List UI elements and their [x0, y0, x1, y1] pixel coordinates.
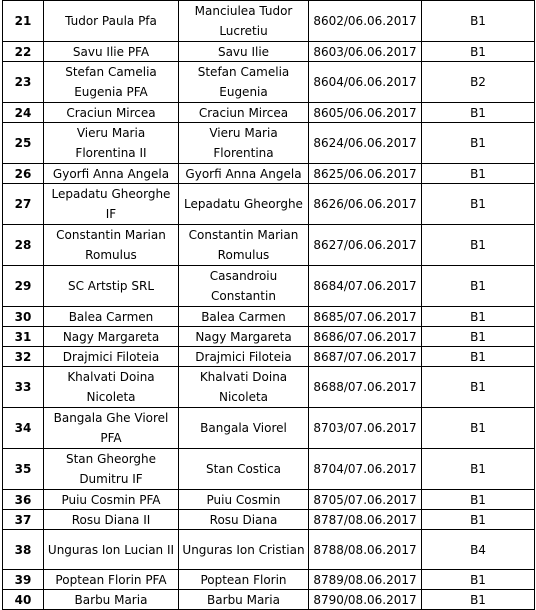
- table-row: [3, 123, 535, 164]
- row-number-cell: 25: [3, 123, 44, 164]
- category-cell: B1: [422, 510, 535, 530]
- registration-number-date-cell: 8604/06.06.2017: [309, 62, 422, 103]
- table-row: [3, 225, 535, 266]
- beneficiary-name-cell: Vieru Maria Florentina II: [44, 123, 179, 164]
- table-row: [3, 490, 535, 510]
- registration-number-date-cell: 8790/08.06.2017: [309, 590, 422, 610]
- category-cell: B1: [422, 123, 535, 164]
- representative-name-cell: Gyorfi Anna Angela: [179, 164, 309, 184]
- registration-number-date-cell: 8705/07.06.2017: [309, 490, 422, 510]
- category-cell: B1: [422, 367, 535, 408]
- row-number-cell: 36: [3, 490, 44, 510]
- representative-name-cell: Bangala Viorel: [179, 408, 309, 449]
- table-row: [3, 347, 535, 367]
- table-row: [3, 408, 535, 449]
- table-row: [3, 42, 535, 62]
- table-row: [3, 103, 535, 123]
- category-cell: B1: [422, 307, 535, 327]
- category-cell: B4: [422, 530, 535, 570]
- row-number-cell: 24: [3, 103, 44, 123]
- representative-name-cell: Stan Costica: [179, 449, 309, 490]
- row-number-cell: 22: [3, 42, 44, 62]
- beneficiary-name-cell: Drajmici Filoteia: [44, 347, 179, 367]
- representative-name-cell: Constantin Marian Romulus: [179, 225, 309, 266]
- registration-number-date-cell: 8625/06.06.2017: [309, 164, 422, 184]
- beneficiary-name-cell: Puiu Cosmin PFA: [44, 490, 179, 510]
- table-row: [3, 307, 535, 327]
- category-cell: B1: [422, 570, 535, 590]
- row-number-cell: 32: [3, 347, 44, 367]
- category-cell: B1: [422, 225, 535, 266]
- category-cell: B1: [422, 449, 535, 490]
- beneficiary-name-cell: Unguras Ion Lucian II: [44, 530, 179, 570]
- table-row: [3, 570, 535, 590]
- registration-number-date-cell: 8684/07.06.2017: [309, 266, 422, 307]
- registration-number-date-cell: 8602/06.06.2017: [309, 1, 422, 42]
- representative-name-cell: Drajmici Filoteia: [179, 347, 309, 367]
- representative-name-cell: Balea Carmen: [179, 307, 309, 327]
- registry-table-body: [3, 1, 535, 610]
- registration-number-date-cell: 8789/08.06.2017: [309, 570, 422, 590]
- beneficiary-name-cell: Khalvati Doina Nicoleta: [44, 367, 179, 408]
- category-cell: B1: [422, 347, 535, 367]
- beneficiary-name-cell: Gyorfi Anna Angela: [44, 164, 179, 184]
- category-cell: B1: [422, 408, 535, 449]
- table-row: [3, 1, 535, 42]
- row-number-cell: 21: [3, 1, 44, 42]
- category-cell: B1: [422, 42, 535, 62]
- category-cell: B1: [422, 1, 535, 42]
- category-cell: B1: [422, 184, 535, 225]
- table-row: [3, 62, 535, 103]
- table-row: [3, 530, 535, 570]
- registration-number-date-cell: 8624/06.06.2017: [309, 123, 422, 164]
- representative-name-cell: Rosu Diana: [179, 510, 309, 530]
- beneficiary-name-cell: Lepadatu Gheorghe IF: [44, 184, 179, 225]
- registration-number-date-cell: 8788/08.06.2017: [309, 530, 422, 570]
- beneficiary-name-cell: Stefan Camelia Eugenia PFA: [44, 62, 179, 103]
- registration-number-date-cell: 8685/07.06.2017: [309, 307, 422, 327]
- row-number-cell: 40: [3, 590, 44, 610]
- category-cell: B1: [422, 327, 535, 347]
- category-cell: B1: [422, 164, 535, 184]
- representative-name-cell: Manciulea Tudor Lucretiu: [179, 1, 309, 42]
- representative-name-cell: Khalvati Doina Nicoleta: [179, 367, 309, 408]
- table-row: [3, 266, 535, 307]
- row-number-cell: 35: [3, 449, 44, 490]
- row-number-cell: 29: [3, 266, 44, 307]
- row-number-cell: 23: [3, 62, 44, 103]
- beneficiary-name-cell: Tudor Paula Pfa: [44, 1, 179, 42]
- beneficiary-name-cell: Bangala Ghe Viorel PFA: [44, 408, 179, 449]
- row-number-cell: 31: [3, 327, 44, 347]
- representative-name-cell: Vieru Maria Florentina: [179, 123, 309, 164]
- beneficiary-name-cell: Balea Carmen: [44, 307, 179, 327]
- registration-number-date-cell: 8688/07.06.2017: [309, 367, 422, 408]
- registration-number-date-cell: 8605/06.06.2017: [309, 103, 422, 123]
- registration-number-date-cell: 8686/07.06.2017: [309, 327, 422, 347]
- representative-name-cell: Stefan Camelia Eugenia: [179, 62, 309, 103]
- beneficiary-name-cell: SC Artstip SRL: [44, 266, 179, 307]
- row-number-cell: 26: [3, 164, 44, 184]
- beneficiary-name-cell: Barbu Maria: [44, 590, 179, 610]
- row-number-cell: 30: [3, 307, 44, 327]
- row-number-cell: 34: [3, 408, 44, 449]
- registration-number-date-cell: 8603/06.06.2017: [309, 42, 422, 62]
- representative-name-cell: Unguras Ion Cristian: [179, 530, 309, 570]
- representative-name-cell: Casandroiu Constantin: [179, 266, 309, 307]
- registry-table: [2, 0, 535, 610]
- beneficiary-name-cell: Craciun Mircea: [44, 103, 179, 123]
- category-cell: B2: [422, 62, 535, 103]
- representative-name-cell: Savu Ilie: [179, 42, 309, 62]
- table-row: [3, 164, 535, 184]
- row-number-cell: 38: [3, 530, 44, 570]
- table-row: [3, 184, 535, 225]
- row-number-cell: 39: [3, 570, 44, 590]
- beneficiary-name-cell: Nagy Margareta: [44, 327, 179, 347]
- representative-name-cell: Puiu Cosmin: [179, 490, 309, 510]
- row-number-cell: 33: [3, 367, 44, 408]
- registration-number-date-cell: 8626/06.06.2017: [309, 184, 422, 225]
- representative-name-cell: Craciun Mircea: [179, 103, 309, 123]
- registration-number-date-cell: 8627/06.06.2017: [309, 225, 422, 266]
- registration-number-date-cell: 8704/07.06.2017: [309, 449, 422, 490]
- beneficiary-name-cell: Stan Gheorghe Dumitru IF: [44, 449, 179, 490]
- category-cell: B1: [422, 590, 535, 610]
- registration-number-date-cell: 8787/08.06.2017: [309, 510, 422, 530]
- beneficiary-name-cell: Constantin Marian Romulus: [44, 225, 179, 266]
- table-row: [3, 367, 535, 408]
- beneficiary-name-cell: Rosu Diana II: [44, 510, 179, 530]
- row-number-cell: 28: [3, 225, 44, 266]
- table-row: [3, 327, 535, 347]
- beneficiary-name-cell: Poptean Florin PFA: [44, 570, 179, 590]
- table-row: [3, 449, 535, 490]
- table-row: [3, 590, 535, 610]
- beneficiary-name-cell: Savu Ilie PFA: [44, 42, 179, 62]
- representative-name-cell: Nagy Margareta: [179, 327, 309, 347]
- category-cell: B1: [422, 103, 535, 123]
- representative-name-cell: Barbu Maria: [179, 590, 309, 610]
- registration-number-date-cell: 8703/07.06.2017: [309, 408, 422, 449]
- table-row: [3, 510, 535, 530]
- representative-name-cell: Poptean Florin: [179, 570, 309, 590]
- registration-number-date-cell: 8687/07.06.2017: [309, 347, 422, 367]
- row-number-cell: 37: [3, 510, 44, 530]
- row-number-cell: 27: [3, 184, 44, 225]
- category-cell: B1: [422, 266, 535, 307]
- representative-name-cell: Lepadatu Gheorghe: [179, 184, 309, 225]
- category-cell: B1: [422, 490, 535, 510]
